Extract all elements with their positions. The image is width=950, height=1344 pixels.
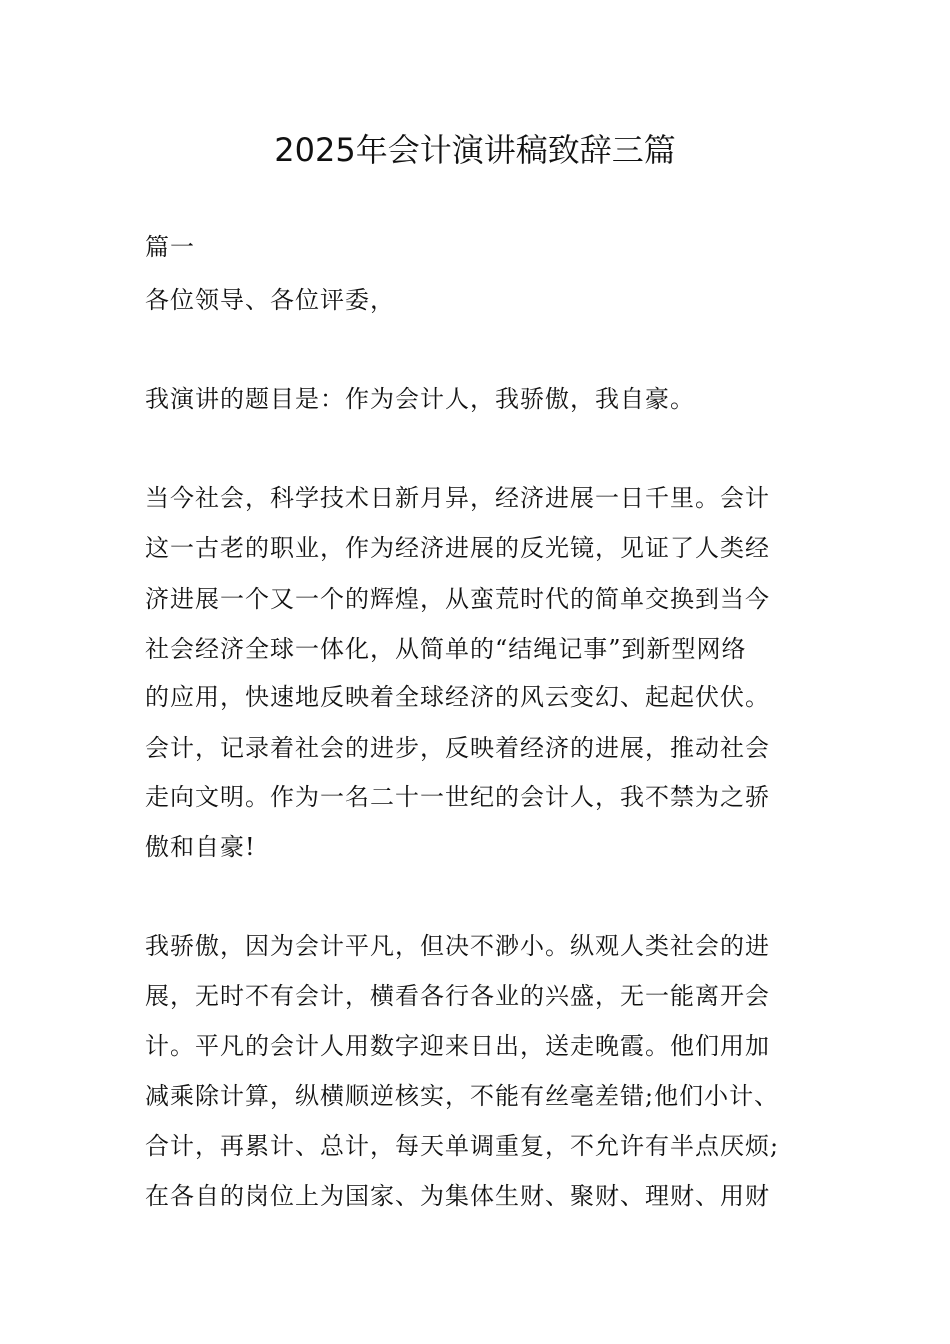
paragraph-line: 这一古老的职业，作为经济进展的反光镜，见证了人类经 <box>145 534 770 562</box>
paragraph-line: 社会经济全球一体化，从简单的“结绳记事”到新型网络 <box>145 635 747 663</box>
paragraph-line: 合计，再累计、总计，每天单调重复，不允许有半点厌烦; <box>145 1132 780 1160</box>
paragraph-line: 我骄傲，因为会计平凡，但决不渺小。纵观人类社会的进 <box>145 932 770 960</box>
paragraph-line: 傲和自豪! <box>145 833 256 861</box>
paragraph-line: 我演讲的题目是：作为会计人，我骄傲，我自豪。 <box>145 385 695 413</box>
salutation: 各位领导、各位评委， <box>145 286 395 314</box>
paragraph-line: 会计，记录着社会的进步，反映着经济的进展，推动社会 <box>145 734 770 762</box>
section-heading: 篇一 <box>145 233 195 261</box>
paragraph-line: 减乘除计算，纵横顺逆核实，不能有丝毫差错;他们小计、 <box>145 1082 780 1110</box>
paragraph-line: 计。平凡的会计人用数字迎来日出，送走晚霞。他们用加 <box>145 1032 770 1060</box>
paragraph-line: 在各自的岗位上为国家、为集体生财、聚财、理财、用财 <box>145 1182 770 1210</box>
paragraph-line: 的应用，快速地反映着全球经济的风云变幻、起起伏伏。 <box>145 683 770 711</box>
paragraph-line: 展，无时不有会计，横看各行各业的兴盛，无一能离开会 <box>145 982 770 1010</box>
paragraph-line: 走向文明。作为一名二十一世纪的会计人，我不禁为之骄 <box>145 783 770 811</box>
paragraph-line: 当今社会，科学技术日新月异，经济进展一日千里。会计 <box>145 484 770 512</box>
paragraph-line: 济进展一个又一个的辉煌，从蛮荒时代的简单交换到当今 <box>145 585 770 613</box>
document-title: 2025年会计演讲稿致辞三篇 <box>274 131 676 169</box>
